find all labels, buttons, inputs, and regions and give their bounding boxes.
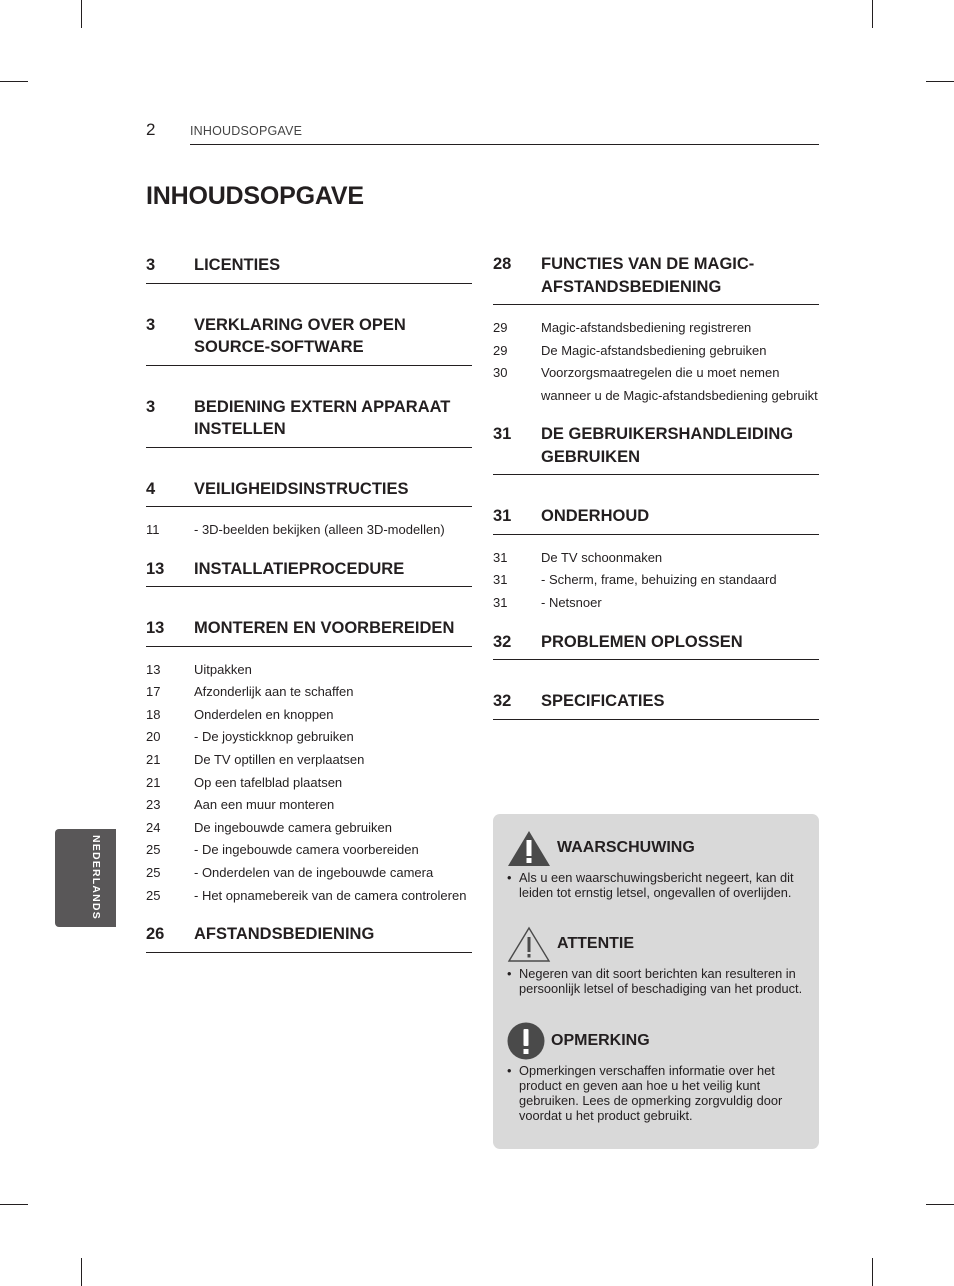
spacer bbox=[146, 380, 472, 396]
toc-subsection-page: 20 bbox=[146, 729, 161, 745]
toc-section[interactable] bbox=[493, 631, 819, 661]
crop-mark bbox=[872, 1258, 873, 1286]
toc-section[interactable] bbox=[146, 478, 472, 508]
toc-section-title: LICENTIES bbox=[194, 256, 281, 274]
toc-section-title: BEDIENING EXTERN APPARAAT INSTELLEN bbox=[194, 397, 451, 438]
bullet: • bbox=[507, 870, 512, 885]
spacer bbox=[493, 674, 819, 690]
toc-subsection[interactable] bbox=[146, 794, 472, 817]
toc-subsection-page: 25 bbox=[146, 864, 161, 880]
toc-subsection-list bbox=[146, 519, 472, 542]
header-page-number: 2 bbox=[146, 120, 156, 139]
toc-subsection[interactable] bbox=[146, 772, 472, 795]
toc-subsection-page: 25 bbox=[146, 887, 161, 903]
crop-mark bbox=[0, 81, 28, 82]
toc-subsection-list bbox=[493, 317, 819, 407]
toc-subsection[interactable] bbox=[146, 885, 472, 908]
crop-mark bbox=[0, 1204, 28, 1205]
toc-section-title: VEILIGHEIDSINSTRUCTIES bbox=[194, 479, 409, 498]
toc-subsection[interactable] bbox=[146, 681, 472, 704]
toc-subsection-title: Voorzorgsmaatregelen die u moet nemen wanneer u de Magic-afstandsbediening gebruikt bbox=[541, 365, 818, 403]
toc-subsection[interactable] bbox=[146, 659, 472, 682]
toc-section-page: 3 bbox=[146, 397, 156, 416]
exclamation-circle-icon bbox=[507, 1022, 545, 1060]
toc-section-title: AFSTANDSBEDIENING bbox=[194, 925, 375, 944]
spacer bbox=[493, 734, 819, 750]
header-rule bbox=[190, 144, 819, 145]
crop-mark bbox=[81, 1258, 82, 1286]
header-section-title: INHOUDSOPGAVE bbox=[190, 124, 303, 138]
toc-section-page: 28 bbox=[493, 255, 512, 273]
toc-section-title: SPECIFICATIES bbox=[541, 692, 665, 711]
crop-mark bbox=[926, 1204, 954, 1205]
toc-subsection[interactable] bbox=[146, 817, 472, 840]
toc-subsection[interactable] bbox=[493, 317, 819, 340]
toc-subsection-title: De ingebouwde camera gebruiken bbox=[194, 819, 393, 835]
page-title: INHOUDSOPGAVE bbox=[146, 182, 364, 210]
spacer bbox=[146, 298, 472, 314]
toc-section-page: 13 bbox=[146, 559, 165, 578]
toc-subsection[interactable] bbox=[493, 340, 819, 363]
toc-subsection-page: 21 bbox=[146, 751, 161, 767]
toc-subsection-page: 30 bbox=[493, 365, 508, 381]
toc-right-column bbox=[493, 253, 819, 750]
toc-subsection[interactable] bbox=[146, 862, 472, 885]
toc-section-page: 4 bbox=[146, 479, 156, 498]
toc-subsection[interactable] bbox=[493, 592, 819, 615]
warning-icon bbox=[507, 829, 551, 867]
language-tab bbox=[55, 829, 116, 927]
warning-text: Als u een waarschuwingsbericht negeert, kan dit leiden tot ernstig letsel, ongevallen of overlijden. bbox=[519, 870, 794, 900]
toc-subsection-title: De TV schoonmaken bbox=[541, 549, 663, 565]
toc-section-title: INSTALLATIEPROCEDURE bbox=[194, 559, 405, 578]
toc-section[interactable] bbox=[146, 617, 472, 647]
crop-mark bbox=[872, 0, 873, 28]
toc-subsection-page: 11 bbox=[146, 522, 160, 537]
toc-subsection-list bbox=[146, 659, 472, 908]
toc-subsection[interactable] bbox=[493, 547, 819, 570]
bullet: • bbox=[507, 966, 512, 981]
toc-section-page: 32 bbox=[493, 632, 512, 651]
toc-subsection-title: - De ingebouwde camera voorbereiden bbox=[194, 842, 419, 858]
notes-box bbox=[493, 814, 819, 1149]
toc-subsection-page: 29 bbox=[493, 320, 508, 335]
toc-subsection-page: 18 bbox=[146, 706, 161, 722]
toc-section-title: VERKLARING OVER OPEN SOURCE-SOFTWARE bbox=[194, 315, 406, 356]
toc-section-title: PROBLEMEN OPLOSSEN bbox=[541, 632, 743, 651]
toc-section-title: DE GEBRUIKERSHANDLEIDING GEBRUIKEN bbox=[541, 425, 794, 466]
toc-subsection-title: - Netsnoer bbox=[541, 595, 602, 611]
toc-subsection-title: Op een tafelblad plaatsen bbox=[194, 774, 343, 790]
toc-subsection-title: Uitpakken bbox=[194, 661, 252, 677]
toc-subsection[interactable] bbox=[146, 726, 472, 749]
toc-section-page: 13 bbox=[146, 619, 165, 638]
remark-title: OPMERKING bbox=[551, 1032, 650, 1049]
toc-section[interactable] bbox=[146, 314, 472, 366]
toc-subsection[interactable] bbox=[146, 704, 472, 727]
toc-section-title: FUNCTIES VAN DE MAGIC-AFSTANDSBEDIENING bbox=[541, 255, 755, 296]
remark-text: Opmerkingen verschaffen informatie over het product en geven aan hoe u het veilig kunt gebruiken. Lees de opmerking zorgvuldig door voordat u het product gebruikt. bbox=[519, 1063, 783, 1123]
toc-section-page: 31 bbox=[493, 425, 512, 444]
toc-section[interactable] bbox=[493, 423, 819, 475]
toc-subsection-page: 23 bbox=[146, 797, 161, 813]
toc-subsection-title: De TV optillen en verplaatsen bbox=[194, 751, 365, 767]
toc-subsection-page: 21 bbox=[146, 774, 161, 790]
crop-mark bbox=[81, 0, 82, 28]
toc-section-title: MONTEREN EN VOORBEREIDEN bbox=[194, 619, 455, 638]
toc-section[interactable] bbox=[146, 396, 472, 448]
toc-subsection-page: 31 bbox=[493, 549, 508, 565]
caution-note bbox=[507, 924, 813, 996]
toc-subsection[interactable] bbox=[493, 362, 819, 407]
spacer bbox=[146, 462, 472, 478]
toc-section-page: 3 bbox=[146, 315, 156, 334]
spacer bbox=[493, 489, 819, 505]
toc-subsection-list bbox=[493, 547, 819, 615]
toc-section[interactable] bbox=[493, 253, 819, 305]
toc-section-page: 3 bbox=[146, 256, 156, 274]
spacer bbox=[146, 601, 472, 617]
toc-subsection-title: Afzonderlijk aan te schaffen bbox=[194, 684, 354, 700]
toc-subsection-page: 31 bbox=[493, 572, 508, 588]
toc-subsection[interactable] bbox=[146, 519, 472, 542]
spacer bbox=[146, 967, 472, 983]
toc-subsection-title: - De joystickknop gebruiken bbox=[194, 729, 354, 745]
caution-text: Negeren van dit soort berichten kan resulteren in persoonlijk letsel of beschadiging van het product. bbox=[519, 966, 803, 996]
toc-subsection-title: - Scherm, frame, behuizing en standaard bbox=[541, 572, 777, 588]
toc-section-title: ONDERHOUD bbox=[541, 507, 650, 526]
toc-subsection-title: De Magic-afstandsbediening gebruiken bbox=[541, 342, 767, 358]
toc-subsection[interactable] bbox=[146, 839, 472, 862]
caution-title: ATTENTIE bbox=[557, 935, 635, 952]
caution-icon bbox=[507, 925, 551, 963]
toc-subsection[interactable] bbox=[146, 749, 472, 772]
toc-subsection-title: Onderdelen en knoppen bbox=[194, 706, 334, 722]
warning-note bbox=[507, 828, 813, 900]
remark-note bbox=[507, 1021, 813, 1123]
toc-section[interactable] bbox=[146, 558, 472, 588]
toc-subsection-title: Magic-afstandsbediening registreren bbox=[541, 320, 752, 335]
toc-section-page: 31 bbox=[493, 507, 512, 526]
toc-section[interactable] bbox=[493, 505, 819, 535]
language-tab-label: NEDERLANDS bbox=[90, 835, 102, 920]
toc-subsection-title: - Het opnamebereik van de camera controleren bbox=[194, 887, 467, 903]
toc-subsection-page: 24 bbox=[146, 819, 161, 835]
bullet: • bbox=[507, 1063, 512, 1078]
toc-section[interactable] bbox=[493, 690, 819, 720]
toc-subsection-title: - Onderdelen van de ingebouwde camera bbox=[194, 864, 434, 880]
toc-subsection-page: 29 bbox=[493, 342, 508, 358]
toc-subsection-page: 17 bbox=[146, 684, 161, 700]
toc-subsection-page: 25 bbox=[146, 842, 161, 858]
warning-title: WAARSCHUWING bbox=[557, 839, 695, 856]
toc-subsection-page: 31 bbox=[493, 595, 508, 611]
toc-subsection[interactable] bbox=[493, 569, 819, 592]
toc-section[interactable] bbox=[146, 923, 472, 953]
toc-section-page: 26 bbox=[146, 925, 165, 944]
toc-subsection-title: Aan een muur monteren bbox=[194, 797, 335, 813]
toc-subsection-page: 13 bbox=[146, 661, 161, 677]
crop-mark bbox=[926, 81, 954, 82]
toc-section-page: 32 bbox=[493, 692, 512, 711]
toc-left-column bbox=[146, 254, 472, 983]
toc-section[interactable] bbox=[146, 254, 472, 284]
toc-subsection-title: - 3D-beelden bekijken (alleen 3D-modellen) bbox=[194, 522, 445, 537]
